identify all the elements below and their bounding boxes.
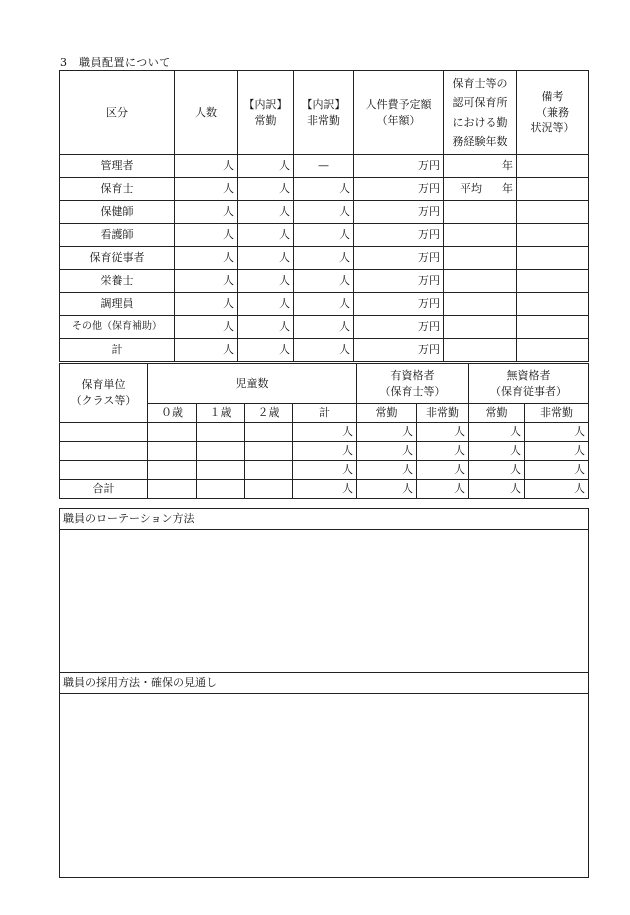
table-row <box>60 461 589 480</box>
cell-parttime-dash: — <box>294 155 354 178</box>
cell-count: 人 <box>175 339 238 362</box>
cell-unit <box>60 423 148 442</box>
cell-parttime: 人 <box>294 224 354 247</box>
row-label: 調理員 <box>60 293 175 316</box>
table-row <box>60 201 589 224</box>
header-u-fulltime: 常勤 <box>469 404 525 423</box>
cell-fulltime: 人 <box>238 155 294 178</box>
cell-parttime: 人 <box>294 247 354 270</box>
cell-experience: 年 <box>444 155 517 178</box>
cell-q-parttime: 人 <box>417 461 469 480</box>
staff-header-row <box>60 71 589 155</box>
cell-note <box>517 201 589 224</box>
cell-cost: 万円 <box>354 178 444 201</box>
rotation-label-row <box>60 509 589 530</box>
cell-cost: 万円 <box>354 316 444 339</box>
recruitment-label: 職員の採用方法・確保の見通し <box>60 673 589 694</box>
table-row-total <box>60 480 589 499</box>
header-cost: 人件費予定額 （年額） <box>354 71 444 155</box>
cell-experience <box>444 293 517 316</box>
cell-count: 人 <box>175 224 238 247</box>
cell-total: 人 <box>293 423 357 442</box>
row-label: 保育従事者 <box>60 247 175 270</box>
header-age1: １歳 <box>197 404 245 423</box>
cell-cost: 万円 <box>354 270 444 293</box>
header-unqualified: 無資格者 （保育従事者） <box>469 364 589 404</box>
table-row <box>60 247 589 270</box>
header-fulltime: 【内訳】 常勤 <box>238 71 294 155</box>
row-label: 看護師 <box>60 224 175 247</box>
cell-fulltime: 人 <box>238 247 294 270</box>
row-label: 計 <box>60 339 175 362</box>
cell-count: 人 <box>175 155 238 178</box>
cell-count: 人 <box>175 316 238 339</box>
cell-cost: 万円 <box>354 155 444 178</box>
cell-fulltime: 人 <box>238 339 294 362</box>
cell-parttime: 人 <box>294 178 354 201</box>
header-children: 児童数 <box>148 364 357 404</box>
header-q-parttime: 非常勤 <box>417 404 469 423</box>
class-header-row <box>60 364 589 404</box>
cell-cost: 万円 <box>354 339 444 362</box>
cell-unit <box>60 461 148 480</box>
cell-fulltime: 人 <box>238 270 294 293</box>
table-row <box>60 155 589 178</box>
header-u-parttime: 非常勤 <box>525 404 589 423</box>
cell-u-fulltime: 人 <box>469 423 525 442</box>
rotation-area-row <box>60 530 589 673</box>
cell-q-fulltime: 人 <box>357 423 417 442</box>
cell-experience <box>444 201 517 224</box>
cell-cost: 万円 <box>354 201 444 224</box>
cell-fulltime: 人 <box>238 178 294 201</box>
class-table <box>59 363 589 499</box>
cell-q-parttime: 人 <box>417 442 469 461</box>
header-category: 区分 <box>60 71 175 155</box>
cell-q-parttime: 人 <box>417 423 469 442</box>
cell-count: 人 <box>175 293 238 316</box>
cell-experience <box>444 339 517 362</box>
cell-cost: 万円 <box>354 224 444 247</box>
header-qualified: 有資格者 （保育士等） <box>357 364 469 404</box>
cell-age2 <box>245 423 293 442</box>
table-row <box>60 178 589 201</box>
cell-age0 <box>148 423 197 442</box>
rotation-text-area[interactable] <box>60 530 589 673</box>
cell-parttime: 人 <box>294 270 354 293</box>
header-count: 人数 <box>175 71 238 155</box>
table-row <box>60 293 589 316</box>
header-note: 備考 （兼務 状況等） <box>517 71 589 155</box>
staff-table <box>59 70 589 362</box>
cell-count: 人 <box>175 270 238 293</box>
cell-q-fulltime: 人 <box>357 480 417 499</box>
table-row <box>60 316 589 339</box>
cell-age1 <box>197 480 245 499</box>
cell-total: 人 <box>293 480 357 499</box>
cell-experience: 平均 年 <box>444 178 517 201</box>
page-title: 3 職員配置について <box>60 56 171 69</box>
table-row <box>60 442 589 461</box>
cell-note <box>517 293 589 316</box>
cell-count: 人 <box>175 178 238 201</box>
cell-age0 <box>148 442 197 461</box>
cell-experience <box>444 316 517 339</box>
header-unit: 保育単位 （クラス等） <box>60 364 148 423</box>
cell-u-fulltime: 人 <box>469 442 525 461</box>
header-age0: ０歳 <box>148 404 197 423</box>
row-label: 保育士 <box>60 178 175 201</box>
cell-experience <box>444 270 517 293</box>
cell-note <box>517 247 589 270</box>
cell-age1 <box>197 442 245 461</box>
cell-total-label: 合計 <box>60 480 148 499</box>
cell-u-fulltime: 人 <box>469 480 525 499</box>
cell-fulltime: 人 <box>238 293 294 316</box>
header-q-fulltime: 常勤 <box>357 404 417 423</box>
cell-parttime: 人 <box>294 293 354 316</box>
cell-u-parttime: 人 <box>525 423 589 442</box>
cell-cost: 万円 <box>354 293 444 316</box>
table-row-total <box>60 339 589 362</box>
cell-note <box>517 155 589 178</box>
cell-experience <box>444 224 517 247</box>
cell-note <box>517 178 589 201</box>
cell-note <box>517 316 589 339</box>
cell-total: 人 <box>293 442 357 461</box>
cell-fulltime: 人 <box>238 316 294 339</box>
cell-note <box>517 224 589 247</box>
cell-u-parttime: 人 <box>525 480 589 499</box>
header-age2: ２歳 <box>245 404 293 423</box>
recruitment-label-row <box>60 673 589 694</box>
header-parttime: 【内訳】 非常勤 <box>294 71 354 155</box>
cell-parttime: 人 <box>294 201 354 224</box>
cell-age1 <box>197 423 245 442</box>
cell-parttime: 人 <box>294 339 354 362</box>
table-row <box>60 224 589 247</box>
header-total: 計 <box>293 404 357 423</box>
cell-note <box>517 270 589 293</box>
cell-count: 人 <box>175 247 238 270</box>
cell-q-fulltime: 人 <box>357 461 417 480</box>
cell-fulltime: 人 <box>238 201 294 224</box>
cell-age2 <box>245 480 293 499</box>
recruitment-area-row <box>60 694 589 878</box>
cell-parttime: 人 <box>294 316 354 339</box>
cell-u-parttime: 人 <box>525 442 589 461</box>
cell-age0 <box>148 480 197 499</box>
table-row <box>60 270 589 293</box>
cell-cost: 万円 <box>354 247 444 270</box>
cell-total: 人 <box>293 461 357 480</box>
cell-age2 <box>245 442 293 461</box>
row-label: 保健師 <box>60 201 175 224</box>
cell-experience <box>444 247 517 270</box>
recruitment-text-area[interactable] <box>60 694 589 878</box>
cell-q-fulltime: 人 <box>357 442 417 461</box>
row-label: 管理者 <box>60 155 175 178</box>
cell-u-fulltime: 人 <box>469 461 525 480</box>
cell-u-parttime: 人 <box>525 461 589 480</box>
rotation-label: 職員のローテーション方法 <box>60 509 589 530</box>
row-label: 栄養士 <box>60 270 175 293</box>
table-row <box>60 423 589 442</box>
text-sections <box>59 508 589 878</box>
cell-age0 <box>148 461 197 480</box>
cell-count: 人 <box>175 201 238 224</box>
cell-fulltime: 人 <box>238 224 294 247</box>
cell-q-parttime: 人 <box>417 480 469 499</box>
row-label: その他（保育補助） <box>60 316 175 339</box>
header-experience: 保育士等の 認可保育所 における勤 務経験年数 <box>444 71 517 155</box>
cell-age1 <box>197 461 245 480</box>
cell-note <box>517 339 589 362</box>
cell-unit <box>60 442 148 461</box>
cell-age2 <box>245 461 293 480</box>
